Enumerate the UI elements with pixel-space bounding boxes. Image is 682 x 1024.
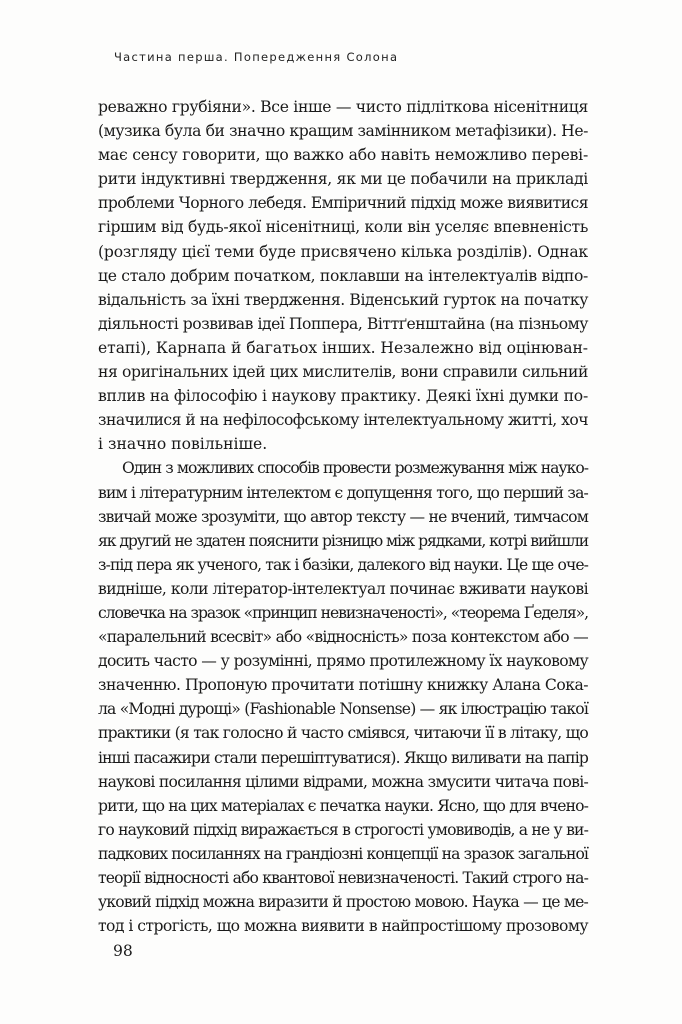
text-line: це стало добрим початком, поклавши на інтелектуалів відпо- (98, 266, 588, 285)
paragraph (98, 95, 588, 456)
page-number: 98 (113, 942, 133, 960)
text-line: значилися й на нефілософському інтелектуальному житті, хоч (98, 411, 588, 430)
text-line: діяльності розвивав ідеї Поппера, Віттґенштайна (на пізньому (98, 314, 588, 333)
text-line: вплив на філософію і наукову практику. Деякі їхні думки по- (98, 387, 588, 406)
text-line: значенню. Пропоную прочитати потішну книжку Алана Сока- (98, 676, 588, 695)
text-line: і значно повільніше. (98, 435, 268, 454)
text-line: наукові посилання цілими відрами, можна змусити читача пові- (98, 772, 588, 791)
text-line: вим і літературним інтелектом є допущення того, що перший за- (98, 483, 588, 502)
running-head: Частина перша. Попередження Солона (114, 50, 399, 64)
text-line: з-під пера як ученого, так і базіки, далекого від науки. Це ще оче- (98, 555, 588, 574)
text-line: ла «Модні дурощі» (Fashionable Nonsense) — як ілюстрацію такої (98, 700, 588, 719)
text-line: «паралельний всесвіт» або «відносність» поза контекстом або — (98, 628, 588, 647)
text-line: (розгляду цієї теми буде присвячено кілька розділів). Однак (98, 242, 588, 261)
text-line: звичай може зрозуміти, що автор тексту — не вчений, тимчасом (98, 507, 588, 526)
text-line: досить часто — у розумінні, прямо протилежному їх науковому (98, 652, 588, 671)
text-line: теорії відносності або квантової невизначеності. Такий строго на- (98, 869, 588, 887)
text-line: інші пасажири стали перешіптуватися). Якщо виливати на папір (98, 748, 588, 767)
text-line: як другий не здатен пояснити різницю між рядками, котрі вийшли (98, 531, 588, 550)
text-line: реважно грубіяни». Все інше — чисто підліткова нісенітниця (98, 98, 588, 116)
text-line: словечка на зразок «принцип невизначеності», «теорема Ґеделя», (98, 603, 588, 622)
text-line: гіршим від будь-якої нісенітниці, коли він уселяє впевненість (98, 218, 588, 237)
text-line: Один з можливих способів провести розмежування між науко- (122, 459, 588, 478)
body-text (98, 95, 588, 938)
text-line: го науковий підхід виражається в строгості умовиводів, а не у ви- (98, 820, 588, 839)
text-line: уковий підхід можна виразити й простою мовою. Наука — це ме- (98, 893, 588, 912)
text-line: тод і строгість, що можна виявити в найпростішому прозовому (98, 917, 588, 936)
text-line: видніше, коли літератор-інтелектуал починає вживати наукові (98, 579, 588, 598)
text-line: практики (я так голосно й часто сміявся, читаючи її в літаку, що (98, 724, 588, 743)
text-line: ня оригінальних ідей цих мислителів, вони справили сильний (98, 363, 588, 382)
text-line: рити індуктивні твердження, як ми це побачили на прикладі (98, 170, 588, 189)
text-line: проблеми Чорного лебедя. Емпіричний підхід може виявитися (98, 194, 588, 213)
text-line: рити, що на цих матеріалах є печатка науки. Ясно, що для вчено- (98, 796, 588, 815)
text-line: (музика була би значно кращим замінником метафізики). Не- (98, 122, 588, 141)
text-line: етапі), Карнапа й багатьох інших. Незалежно від оцінюван- (98, 338, 588, 357)
paragraph (98, 456, 588, 938)
text-line: відальність за їхні твердження. Віденський гурток на початку (98, 290, 588, 309)
text-line: падкових посиланнях на грандіозні концепції на зразок загальної (98, 844, 588, 863)
text-line: має сенсу говорити, що важко або навіть неможливо переві- (98, 146, 588, 165)
